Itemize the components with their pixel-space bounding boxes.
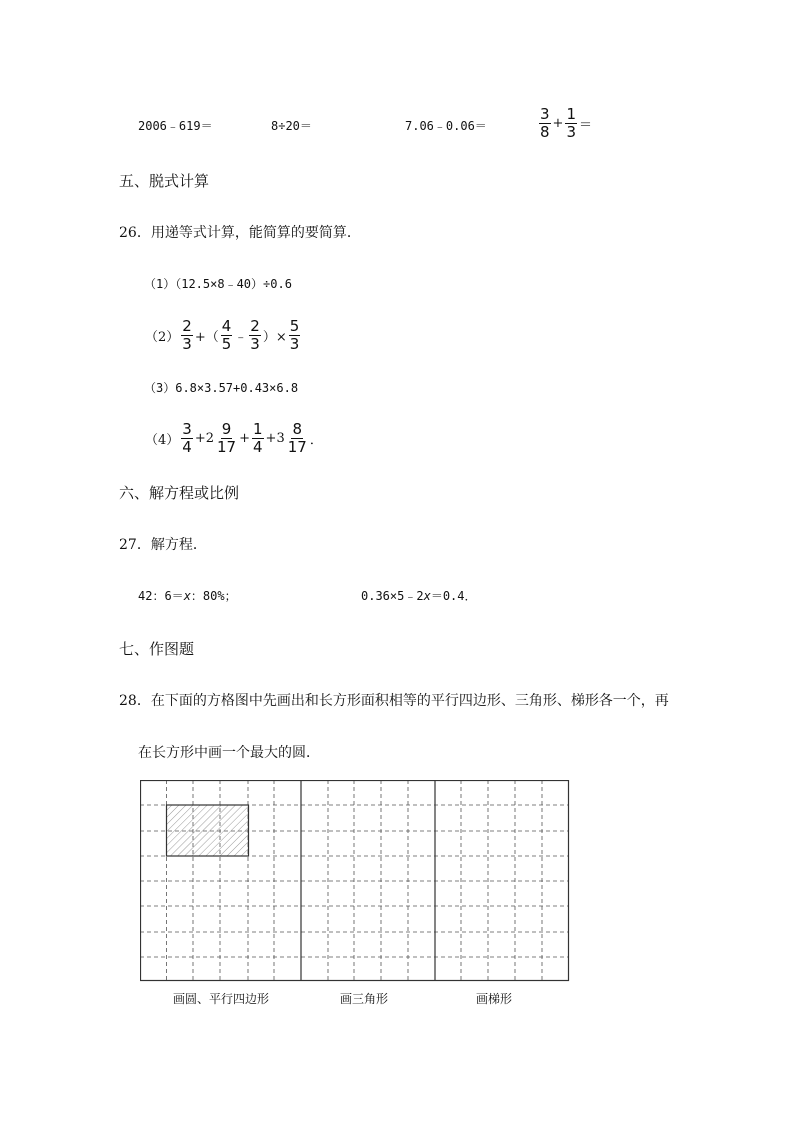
oral-calc-1: 2006﹣619＝: [138, 119, 213, 133]
question-27-text: 27．解方程．: [119, 537, 207, 553]
q26-part-2: （2） $\frac{2}{3}$ +（ $\frac{4}{5}$ ﹣ $\frac{2}{3}$ ）× $\frac{5}{3}$: [145, 317, 300, 353]
oral-calc-2: 8÷20＝: [271, 119, 312, 133]
fraction: $\frac{9}{17}$: [217, 420, 237, 456]
fraction: $\frac{2}{3}$: [250, 317, 260, 353]
question-28-line-2: 在长方形中画一个最大的圆．: [138, 745, 320, 761]
drawing-grid: [140, 780, 570, 988]
caption-circle-parallelogram: 画圆、平行四边形: [173, 992, 270, 1006]
equation-1: 42：6＝x：80%；: [138, 589, 237, 603]
equation-2: 0.36×5﹣2x＝0.4．: [361, 589, 477, 603]
section-7-title: 七、作图题: [119, 640, 195, 658]
fraction: $\frac{4}{5}$: [221, 317, 232, 353]
q26-part-4: （4） $\frac{3}{4}$ +2 $\frac{9}{17}$ + $\frac{1}{4}$ +3 $\frac{8}{17}$ ．: [145, 420, 323, 456]
shaded-rectangle: [167, 805, 249, 856]
caption-triangle: 画三角形: [340, 992, 389, 1006]
section-6-title: 六、解方程或比例: [119, 484, 240, 502]
fraction: $\frac{3}{4}$: [182, 420, 192, 456]
fraction: $\frac{8}{17}$: [287, 420, 307, 456]
oral-calc-4: $\frac{3}{8}$ + $\frac{1}{3}$ ＝: [540, 105, 593, 141]
fraction: $\frac{2}{3}$: [182, 317, 192, 353]
fraction: $\frac{5}{3}$: [289, 317, 300, 353]
section-5-title: 五、脱式计算: [119, 172, 210, 190]
q26-part-1: （1）（12.5×8﹣40）÷0.6: [144, 277, 292, 291]
question-28-line-1: 28．在下面的方格图中先画出和长方形面积相等的平行四边形、三角形、梯形各一个，再: [119, 693, 669, 709]
oral-calc-3: 7.06﹣0.06＝: [405, 119, 487, 133]
fraction: $\frac{1}{4}$: [253, 420, 263, 456]
question-26-text: 26．用递等式计算，能简算的要简算．: [119, 225, 361, 241]
fraction: $\frac{3}{8}$: [540, 105, 550, 141]
caption-trapezoid: 画梯形: [476, 992, 513, 1006]
fraction: $\frac{1}{3}$: [566, 105, 576, 141]
grid-svg: [140, 780, 570, 984]
q26-part-3: （3）6.8×3.57+0.43×6.8: [144, 381, 299, 395]
